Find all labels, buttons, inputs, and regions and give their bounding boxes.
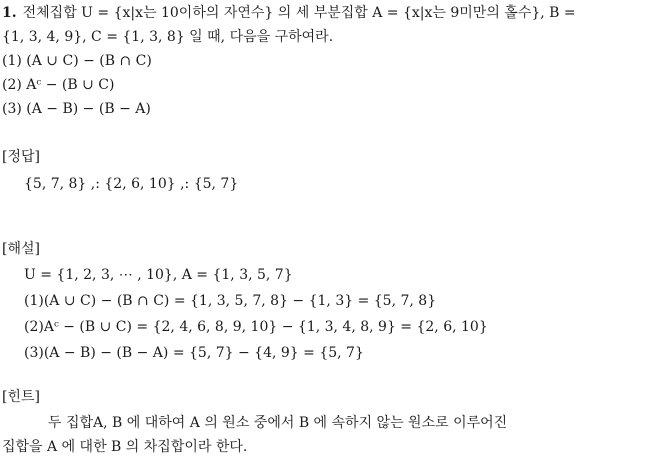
hint-heading: [힌트] xyxy=(2,389,40,405)
problem-line-1 xyxy=(2,4,576,22)
answer-heading: [정답] xyxy=(2,149,40,165)
hint-line-1: 두 집합A, B 에 대하여 A 의 원소 중에서 B 에 속하지 않는 원소로 이루어진 xyxy=(48,415,508,431)
problem-line-2: {1, 3, 4, 9}, C = {1, 3, 8} 일 때, 다음을 구하여라. xyxy=(2,29,334,45)
problem-number: 1. xyxy=(2,5,17,21)
hint-line-2: 집합을 A 에 대한 B 의 차집합이라 한다. xyxy=(2,439,248,455)
explanation-heading: [해설] xyxy=(2,241,40,257)
explanation-line-2: (1)(A ∪ C) − (B ∩ C) = {1, 3, 5, 7, 8} − {1, 3} = {5, 7, 8} xyxy=(24,293,437,309)
problem-statement-1: 전체집합 U = {x|x는 10이하의 자연수} 의 세 부분집합 A = {x|x는 9미만의 홀수}, B = xyxy=(22,5,576,21)
explanation-line-3: (2)Aᶜ − (B ∪ C) = {2, 4, 6, 8, 9, 10} − {1, 3, 4, 8, 9} = {2, 6, 10} xyxy=(24,319,488,335)
problem-item-1: (1) (A ∪ C) − (B ∩ C) xyxy=(2,53,152,69)
problem-item-3: (3) (A − B) − (B − A) xyxy=(2,101,151,117)
answer-text: {5, 7, 8} ,: {2, 6, 10} ,: {5, 7} xyxy=(24,176,239,192)
explanation-line-1: U = {1, 2, 3, ⋯ , 10}, A = {1, 3, 5, 7} xyxy=(24,267,293,283)
problem-item-2: (2) Aᶜ − (B ∪ C) xyxy=(2,77,115,93)
explanation-line-4: (3)(A − B) − (B − A) = {5, 7} − {4, 9} = {5, 7} xyxy=(24,345,364,361)
